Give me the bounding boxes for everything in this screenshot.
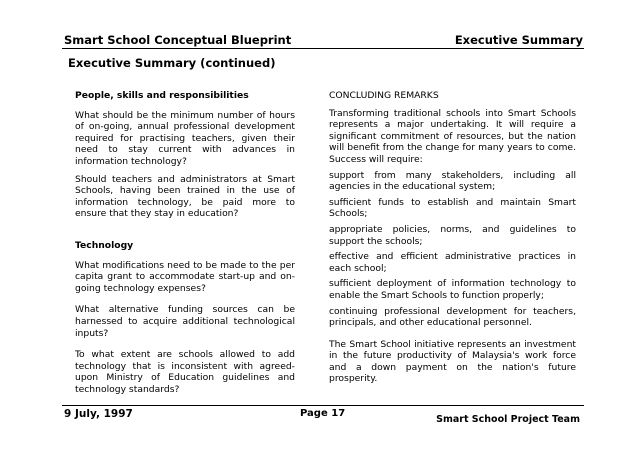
concluding-closing: The Smart School initiative represents an investment in the future productivity of Malaysia's work force and a down payment on the nation's future prosperity. (329, 338, 576, 385)
heading-people-skills: People, skills and responsibilities (75, 90, 249, 101)
question-5: To what extent are schools allowed to add technology that is inconsistent with agreed-upon Ministry of Education guidelines and technology standards? (75, 349, 295, 395)
header-section: Executive Summary (454, 33, 583, 47)
header-rule (62, 48, 584, 49)
header-title: Smart School Conceptual Blueprint (64, 33, 292, 47)
footer-rule (62, 405, 584, 406)
footer-page-number: Page 17 (300, 408, 346, 419)
requirement-item: support from many stakeholders, including all agencies in the educational system; (329, 169, 576, 193)
question-2: Should teachers and administrators at Smart Schools, having been trained in the use of information technology, be paid more to ensure that they stay in education? (75, 173, 295, 220)
requirement-item: sufficient funds to establish and maintain Smart Schools; (329, 196, 576, 220)
question-3: What modifications need to be made to the per capita grant to accommodate start-up and on-going technology expenses? (75, 259, 295, 294)
question-4: What alternative funding sources can be harnessed to acquire additional technological inputs? (75, 304, 295, 339)
concluding-intro: Transforming traditional schools into Smart Schools represents a major undertaking. It will require a significant commitment of resources, but the nation will benefit from the change for many years to come. Success will require: (329, 107, 576, 165)
footer-date: 9 July, 1997 (64, 408, 133, 420)
question-1: What should be the minimum number of hours of on-going, annual professional development required for practising teachers, given their need to stay current with advances in information technology? (75, 109, 295, 167)
section-title: Executive Summary (continued) (68, 56, 276, 70)
requirement-item: effective and efficient administrative practices in each school; (329, 251, 576, 274)
heading-concluding-remarks: CONCLUDING REMARKS (329, 90, 439, 101)
requirement-item: appropriate policies, norms, and guidelines to support the schools; (329, 223, 576, 247)
requirement-item: continuing professional development for teachers, principals, and other educational personnel. (329, 305, 576, 329)
requirement-item: sufficient deployment of information technology to enable the Smart Schools to function properly; (329, 278, 576, 301)
footer-team: Smart School Project Team (436, 414, 580, 425)
left-column (75, 90, 295, 401)
right-column (329, 90, 576, 391)
heading-technology: Technology (75, 239, 134, 251)
